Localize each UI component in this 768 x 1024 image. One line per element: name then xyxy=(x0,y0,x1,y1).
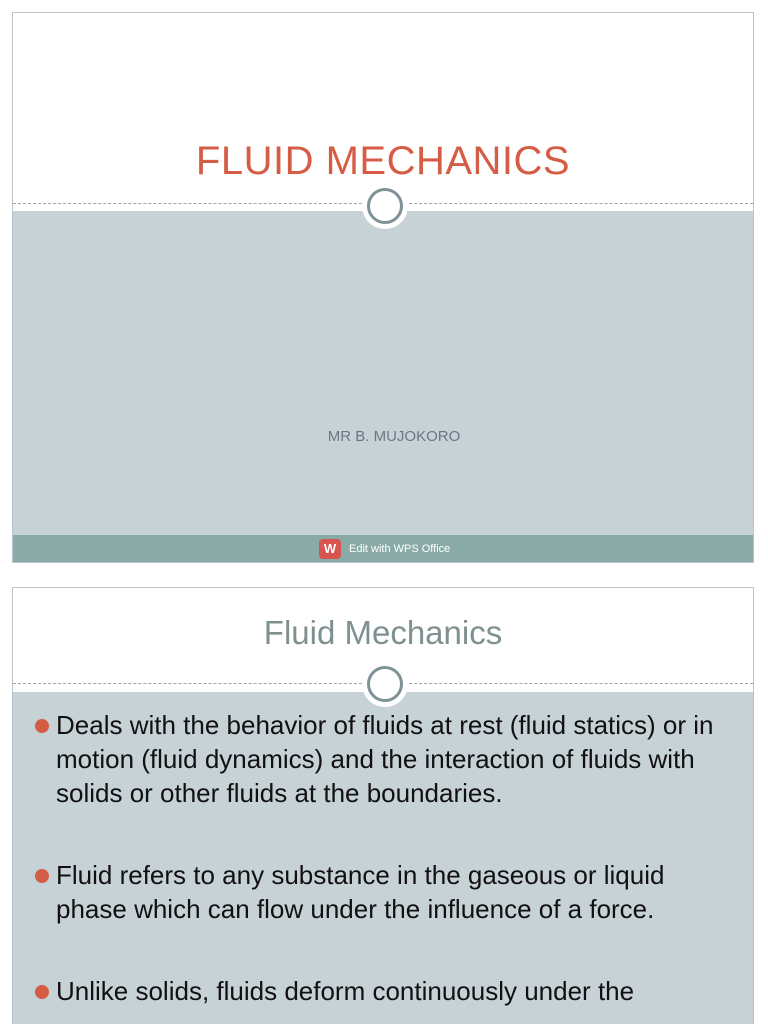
slide-1-title: FLUID MECHANICS xyxy=(195,139,571,183)
bullet-text: Fluid refers to any substance in the gaseous or liquid phase which can flow under the influence of a force. xyxy=(56,860,665,924)
ring-divider-icon xyxy=(367,188,403,224)
bullet-dot-icon xyxy=(35,719,49,733)
bullet-text: Deals with the behavior of fluids at rest (fluid statics) or in motion (fluid dynamics) and the interaction of fluids with solids or other fluids at the boundaries. xyxy=(56,710,714,808)
ring-divider-icon xyxy=(367,666,403,702)
bullet-item xyxy=(33,974,741,1008)
edit-with-wps-label: Edit with WPS Office xyxy=(349,543,451,555)
wps-logo-icon: W xyxy=(319,539,341,559)
bullet-dot-icon xyxy=(35,869,49,883)
slide-2-title: Fluid Mechanics xyxy=(263,614,503,651)
slide-2 xyxy=(12,587,754,1024)
bullet-text: Unlike solids, fluids deform continuously under the xyxy=(56,976,635,1006)
bullet-item xyxy=(33,858,741,926)
bullet-item xyxy=(33,708,741,810)
slide-1-author: MR B. MUJOKORO xyxy=(327,428,461,445)
bullet-dot-icon xyxy=(35,985,49,999)
wps-footer-band xyxy=(13,535,753,562)
edit-with-wps-button[interactable] xyxy=(319,539,450,559)
slide-2-bullet-list xyxy=(33,708,741,1024)
slide-1 xyxy=(12,12,754,563)
slide-1-body-area xyxy=(13,211,753,535)
